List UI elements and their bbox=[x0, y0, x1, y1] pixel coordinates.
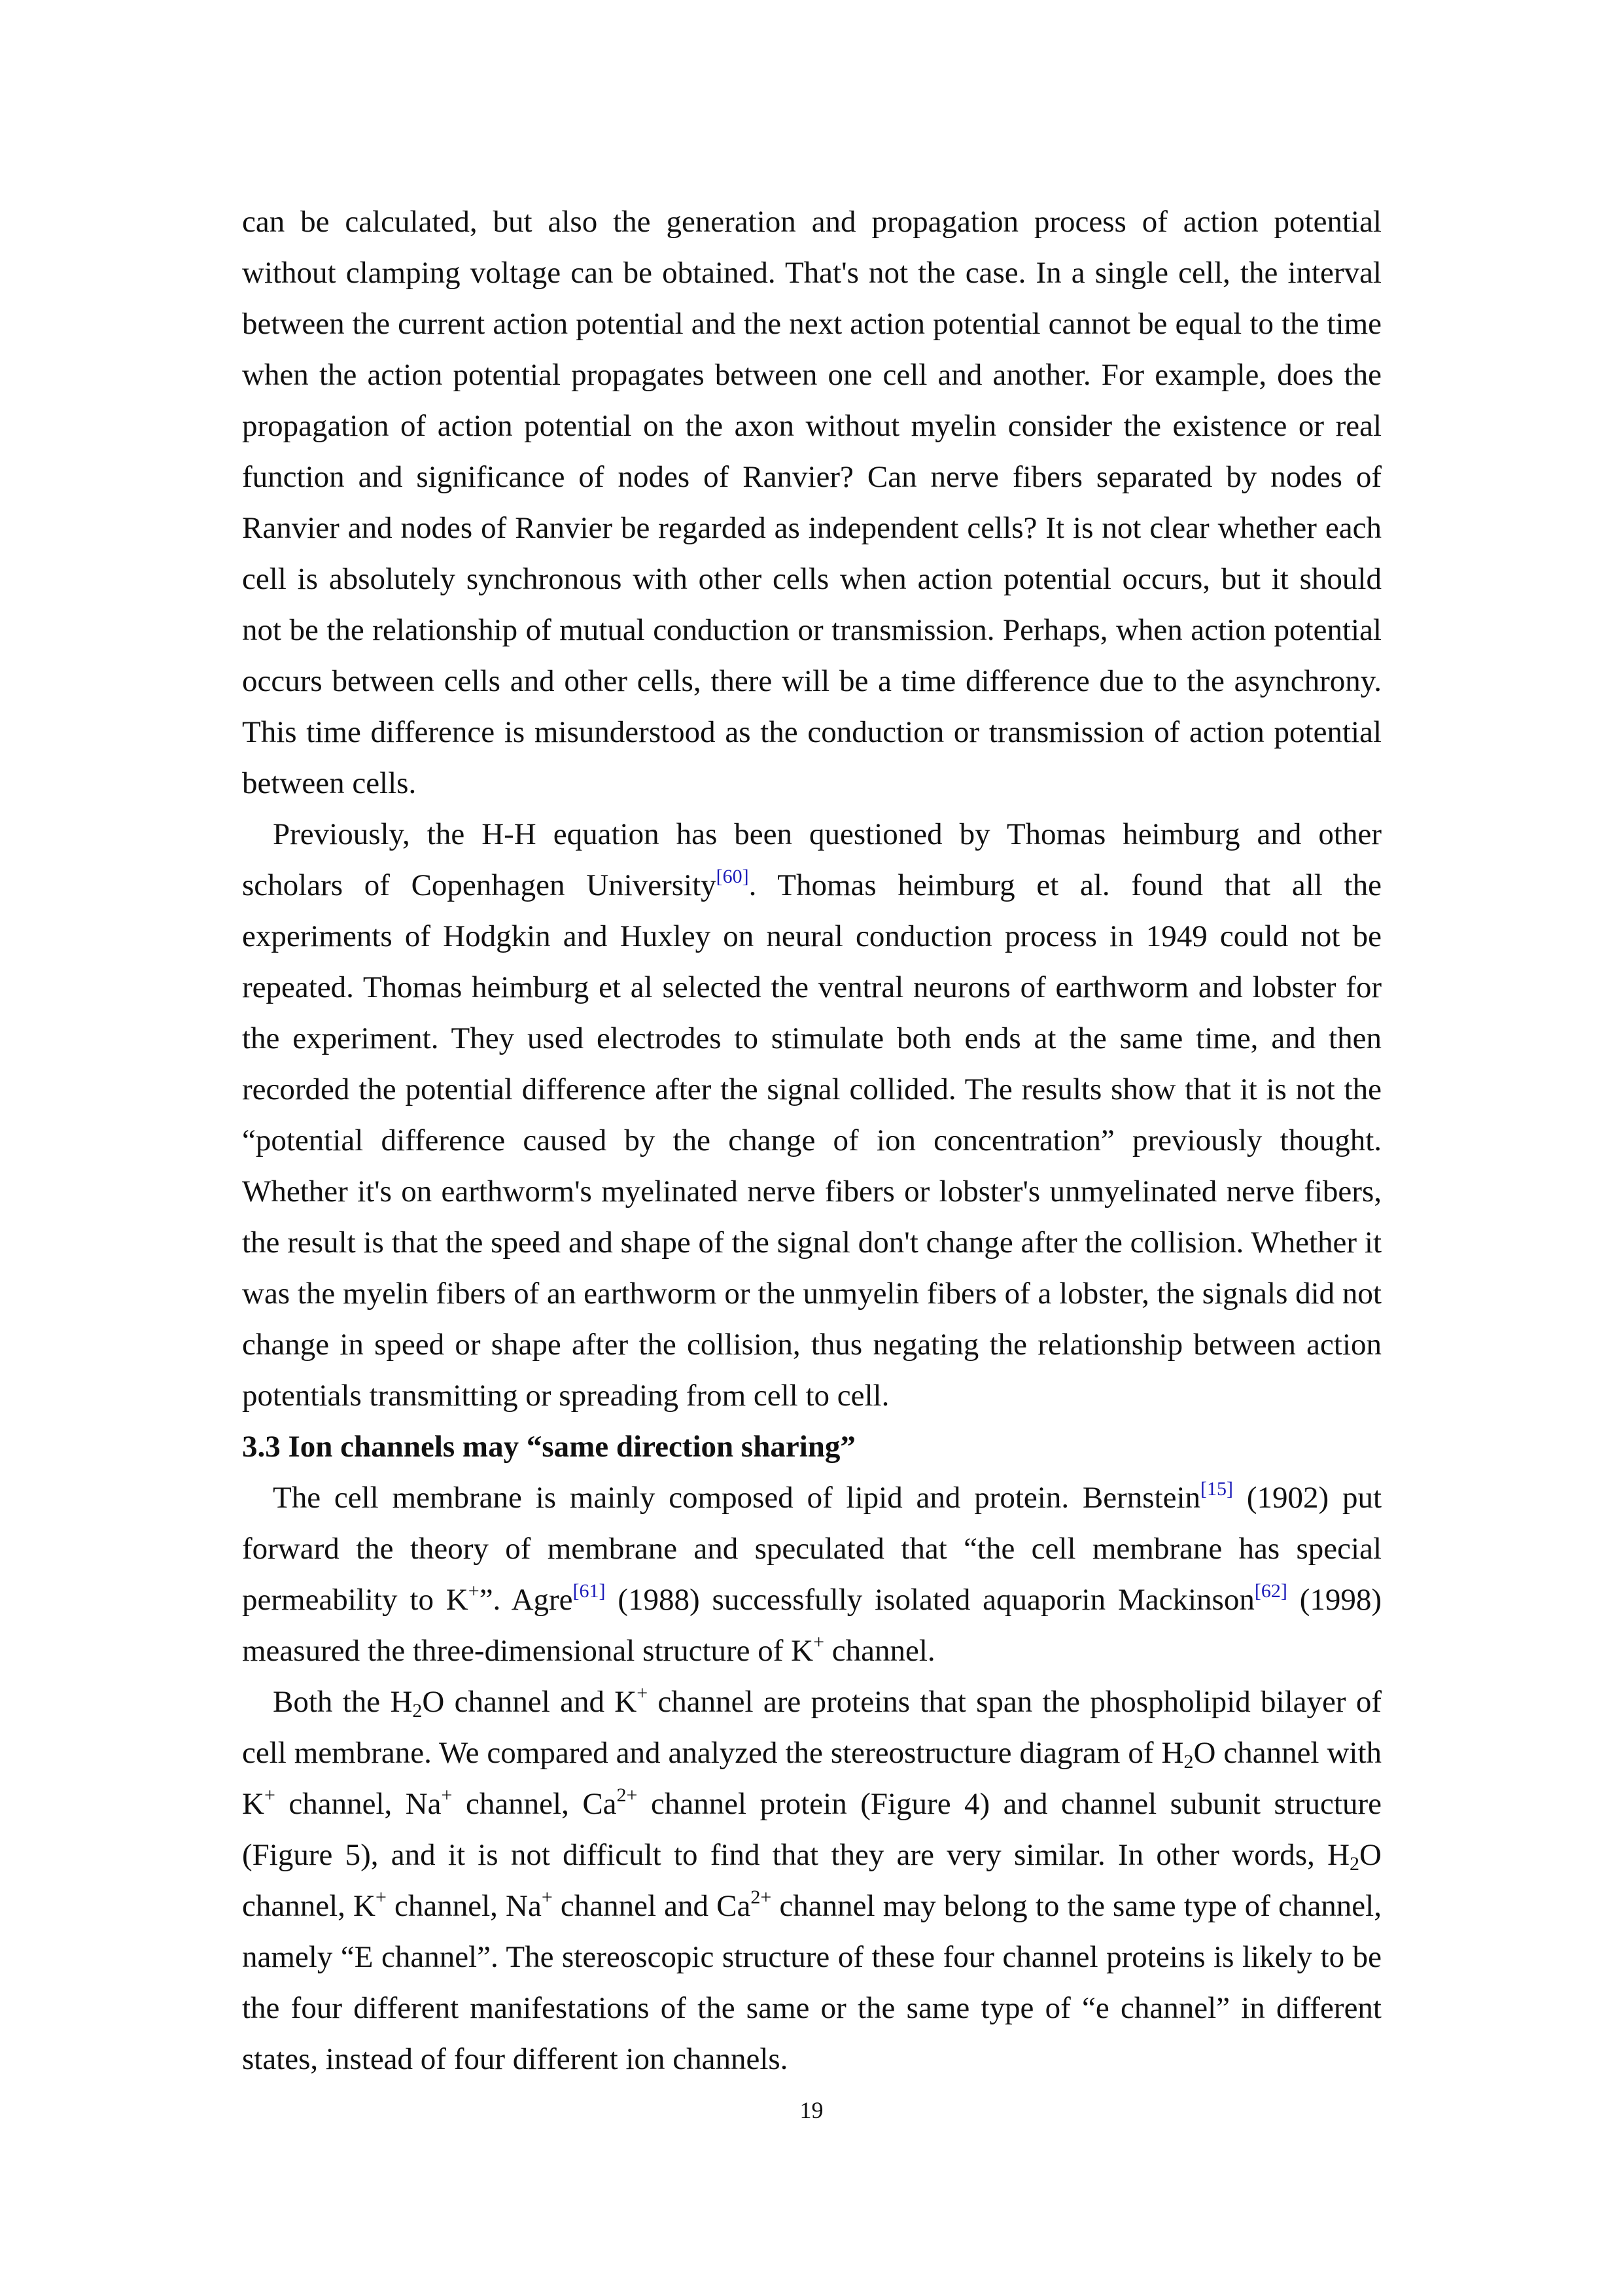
paragraph-text: channel. bbox=[824, 1634, 935, 1668]
subscript: 2 bbox=[1183, 1751, 1194, 1773]
superscript: + bbox=[441, 1784, 453, 1806]
page-number: 19 bbox=[799, 2097, 824, 2123]
superscript: 2+ bbox=[616, 1784, 638, 1806]
subscript: 2 bbox=[1350, 1853, 1360, 1875]
superscript: + bbox=[637, 1682, 648, 1704]
section-heading-3-3: 3.3 Ion channels may “same direction sharing” bbox=[242, 1430, 856, 1464]
superscript: + bbox=[541, 1886, 553, 1908]
paragraph-text: O channel with K bbox=[242, 1736, 1382, 1821]
paragraph-text: O channel and K bbox=[422, 1685, 637, 1719]
paragraph-text: channel are proteins that span the phospholipid bilayer of cell membrane. We compared and analyzed the stereostructure diagram of H bbox=[242, 1685, 1382, 1770]
citation-60[interactable]: [60] bbox=[716, 866, 749, 887]
paragraph-text: channel, Na bbox=[386, 1889, 542, 1923]
citation-61[interactable]: [61] bbox=[572, 1580, 606, 1602]
paragraph-hh-equation bbox=[242, 809, 1382, 1421]
page-body bbox=[242, 196, 1382, 2085]
paragraph-text: channel may belong to the same type of channel, namely “E channel”. The stereoscopic structure of these four channel proteins is likely to be the four different manifestations of the same or the same type of “e channel” in different states, instead of four different ion channels. bbox=[242, 1889, 1382, 2076]
superscript: + bbox=[264, 1784, 275, 1806]
paragraph-text: (1988) successfully isolated aquaporin Mackinson bbox=[605, 1583, 1255, 1617]
subscript: 2 bbox=[412, 1700, 423, 1722]
paragraph-text: (1998) measured the three-dimensional structure of K bbox=[242, 1583, 1382, 1668]
paragraph-text: channel, Ca bbox=[452, 1787, 617, 1821]
citation-62[interactable]: [62] bbox=[1254, 1580, 1287, 1602]
paragraph-text: . Thomas heimburg et al. found that all the experiments of Hodgkin and Huxley on neural conduction process in 1949 could not be repeated. Thomas heimburg et al selected the ventral neurons of earthworm and lobster for the experiment. They used electrodes to stimulate both ends at the same time, and then recorded the potential difference after the signal collided. The results show that it is not the “potential difference caused by the change of ion concentration” previously thought. Whether it's on earthworm's myelinated nerve fibers or lobster's unmyelinated nerve fibers, the result is that the speed and shape of the signal don't change after the collision. Whether it was the myelin fibers of an earthworm or the unmyelin fibers of a lobster, the signals did not change in speed or shape after the collision, thus negating the relationship between action potentials transmitting or spreading from cell to cell. bbox=[242, 868, 1382, 1413]
citation-15[interactable]: [15] bbox=[1200, 1478, 1234, 1500]
superscript: 2+ bbox=[750, 1886, 772, 1908]
paragraph-text: Both the H bbox=[273, 1685, 413, 1719]
superscript: + bbox=[375, 1886, 387, 1908]
superscript: + bbox=[468, 1580, 480, 1602]
paragraph-text: channel, Na bbox=[275, 1787, 442, 1821]
paragraph-channel-comparison bbox=[242, 1676, 1382, 2085]
paragraph-text: O channel, K bbox=[242, 1838, 1382, 1923]
paragraph-text: The cell membrane is mainly composed of lipid and protein. Bernstein bbox=[273, 1481, 1201, 1515]
paragraph-text: channel protein (Figure 4) and channel subunit structure (Figure 5), and it is not difficult to find that they are very similar. In other words, H bbox=[242, 1787, 1382, 1872]
paragraph-cell-membrane bbox=[242, 1472, 1382, 1676]
paragraph-action-potential: can be calculated, but also the generation and propagation process of action potential without clamping voltage can be obtained. That's not the case. In a single cell, the interval between the current action potential and the next action potential cannot be equal to the time when the action potential propagates between one cell and another. For example, does the propagation of action potential on the axon without myelin consider the existence or real function and significance of nodes of Ranvier? Can nerve fibers separated by nodes of Ranvier and nodes of Ranvier be regarded as independent cells? It is not clear whether each cell is absolutely synchronous with other cells when action potential occurs, but it should not be the relationship of mutual conduction or transmission. Perhaps, when action potential occurs between cells and other cells, there will be a time difference due to the asynchrony. This time difference is misunderstood as the conduction or transmission of action potential between cells. bbox=[242, 205, 1382, 800]
paragraph-text: channel and Ca bbox=[552, 1889, 751, 1923]
paragraph-text: ”. Agre bbox=[479, 1583, 573, 1617]
paragraph-text: Previously, the H-H equation has been questioned by Thomas heimburg and other scholars of Copenhagen University bbox=[242, 817, 1382, 902]
paragraph-text: (1902) put forward the theory of membrane and speculated that “the cell membrane has special permeability to K bbox=[242, 1481, 1382, 1617]
superscript: + bbox=[813, 1631, 825, 1653]
